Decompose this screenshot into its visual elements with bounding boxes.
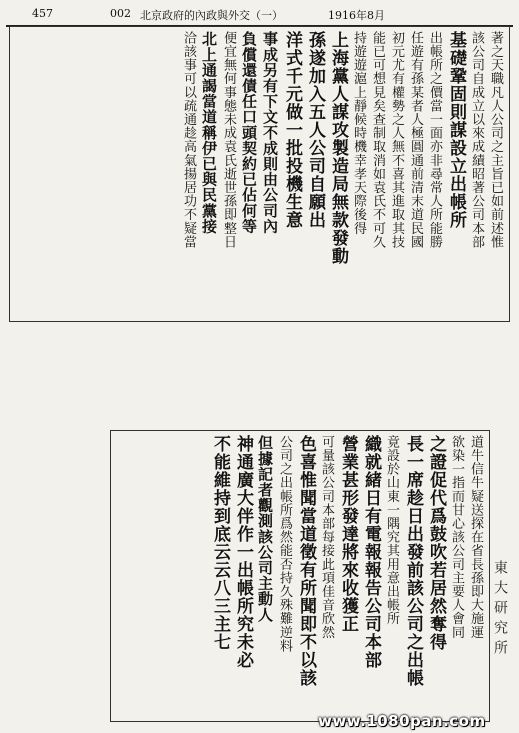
text-column: 營業甚形發達將來收獲正 (338, 435, 358, 633)
text-column: 之證促代爲鼓吹若居然奪得 (426, 435, 446, 651)
text-column: 洋式千元做一批投機生意 (282, 31, 302, 229)
text-column: 道牛信牛疑送探在省長孫即大施運 (468, 435, 483, 639)
text-column: 孫遂加入五人公司自願出 (305, 31, 325, 229)
text-column: 但據記者觀測該公司主動人 (256, 435, 274, 623)
text-column: 公司之出帳所爲然能否持久殊難逆料 (277, 435, 292, 653)
text-column: 事成另有下文不成則由公司內 (261, 31, 279, 234)
text-column: 織就緒日有電報報告公司本部 (361, 435, 381, 669)
text-column: 基礎鞏固則謀設立出帳所 (446, 31, 466, 229)
text-column: 負償還債任口頭契約已佔何等 (240, 31, 258, 234)
text-column: 著之天職凡人公司之主旨已如前述惟 (488, 31, 503, 249)
text-column: 長一席趁日出發前該公司之出帳 (403, 435, 423, 687)
text-column: 任遊有孫某者人極圓通前清末道民國 (408, 31, 423, 249)
bottom-article-columns (115, 435, 485, 717)
text-column: 可量該公司本部每接此項佳音欣然 (319, 435, 334, 639)
text-column: 便宜無何事態未成袁氏逝世孫即整日 (221, 31, 236, 249)
page-header (0, 0, 519, 26)
text-column: 欲染一指而甘心該公司主要人會同 (449, 435, 464, 639)
document-title: 北京政府的內政與外交（一） (140, 9, 283, 22)
text-column: 出帳所之價當一面亦非尋常人所能勝 (427, 31, 442, 249)
page-number: 457 (32, 7, 53, 20)
text-column: 色喜惟聞當道徵有所聞即不以該 (296, 435, 316, 687)
text-column: 該公司自成立以來成績昭著公司本部 (469, 31, 484, 249)
document-number: 002 (110, 7, 131, 20)
text-column: 洽該事可以疏通趁高氣揚居功不疑當 (181, 31, 196, 249)
site-watermark: www.1080pan.com (318, 712, 486, 730)
text-column: 不能維持到底云云八三主七 (210, 435, 230, 651)
top-article-columns (14, 31, 505, 317)
document-date: 1916年8月 (328, 9, 385, 22)
text-column: 能已可想見矣查制取消如袁氏不可久 (370, 31, 385, 249)
bottom-article-panel (110, 430, 490, 722)
top-article-panel (9, 26, 510, 322)
text-column: 神通廣大伴作一出帳所究未必 (233, 435, 253, 669)
text-column: 竟設於山東一隅究其用意出帳所 (384, 435, 399, 626)
text-column: 北上通謁當道稱伊已與民黨接 (200, 31, 218, 234)
text-column: 上海黨人謀攻製造局無款發動 (328, 31, 348, 265)
library-stamp: 東大研究所 (492, 560, 508, 660)
text-column: 持遊遊滬上靜候時機幸孝天際後得 (351, 31, 366, 235)
text-column: 初元尤有權勢之人無不喜其進取其技 (389, 31, 404, 249)
